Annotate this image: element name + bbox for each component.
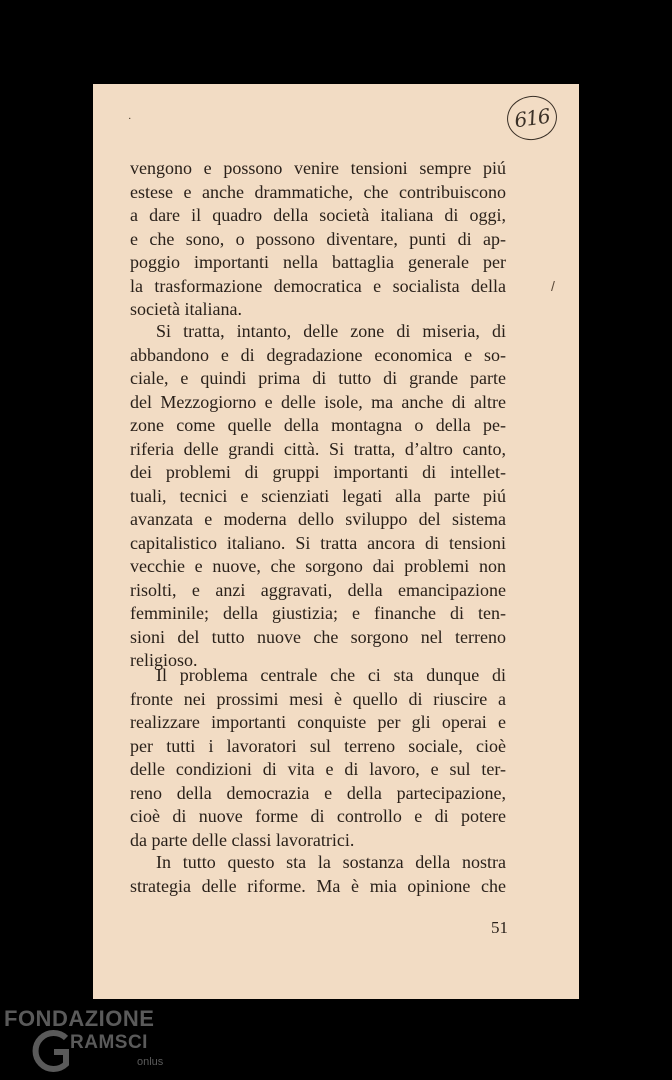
text-line: reno della democrazia e della partecipazione, [130,782,506,803]
paragraph-1 [130,157,506,322]
text-line: strategia delle riforme. Ma è mia opinione che [130,875,506,896]
text-line: delle condizioni di vita e di lavoro, e sul ter- [130,759,506,779]
page-number: 51 [491,918,508,937]
text-line: vecchie e nuove, che sorgono dai problemi non [130,556,506,576]
text-line: da parte delle classi lavoratrici. [130,829,355,850]
margin-mark: ˙ [128,115,133,131]
paragraph-2 [130,320,506,673]
text-line: zone come quelle della montagna o della pe- [130,415,506,435]
text-line: femminile; della giustizia; e finanche di ten- [130,603,506,623]
archive-number-stamp: 616 [504,93,560,144]
text-line: poggio importanti nella battaglia generale per [130,252,506,272]
fondazione-gramsci-logo [2,1004,172,1076]
text-line: società italiana. [130,299,242,319]
text-line: estese e anche drammatiche, che contribuiscono [130,181,506,202]
text-line: capitalistico italiano. Si tratta ancora di tensioni [130,532,506,553]
text-line: a dare il quadro della società italiana di oggi, [130,205,506,225]
text-line: Il problema centrale che ci sta dunque di [156,665,506,685]
text-line: Si tratta, intanto, delle zone di miseria, di [156,321,506,341]
text-line: e che sono, o possono diventare, punti di ap- [130,228,506,249]
text-line: risolti, e anzi aggravati, della emancipazione [130,579,506,600]
logo-line-2: RAMSCI [70,1032,148,1053]
text-line: fronte nei prossimi mesi è quello di riuscire a [130,688,506,709]
margin-mark: / [551,278,555,294]
text-line: abbandono e di degradazione economica e so- [130,344,506,365]
paragraph-3 [130,664,506,852]
text-line: In tutto questo sta la sostanza della nostra [156,852,506,872]
paragraph-4 [130,851,506,898]
text-line: avanzata e moderna dello sviluppo del sistema [130,509,506,529]
logo-line-1: FONDAZIONE [4,1006,155,1031]
text-line: ciale, e quindi prima di tutto di grande parte [130,368,506,388]
text-line: del Mezzogiorno e delle isole, ma anche di altre [130,391,506,412]
text-line: cioè di nuove forme di controllo e di potere [130,806,506,826]
logo-g-icon [32,1028,72,1074]
text-line: dei problemi di gruppi importanti di intellet- [130,462,506,482]
text-line: tuali, tecnici e scienziati legati alla parte piú [130,485,506,506]
text-line: vengono e possono venire tensioni sempre piú [130,158,506,178]
text-line: riferia delle grandi città. Si tratta, d’altro canto, [130,438,506,459]
logo-suffix: onlus [137,1056,164,1068]
text-line: religioso. [130,650,198,670]
text-line: la trasformazione democratica e socialista della [130,275,506,296]
text-line: realizzare importanti conquiste per gli operai e [130,712,506,732]
text-line: sioni del tutto nuove che sorgono nel terreno [130,626,506,647]
text-line: per tutti i lavoratori sul terreno sociale, cioè [130,735,506,756]
